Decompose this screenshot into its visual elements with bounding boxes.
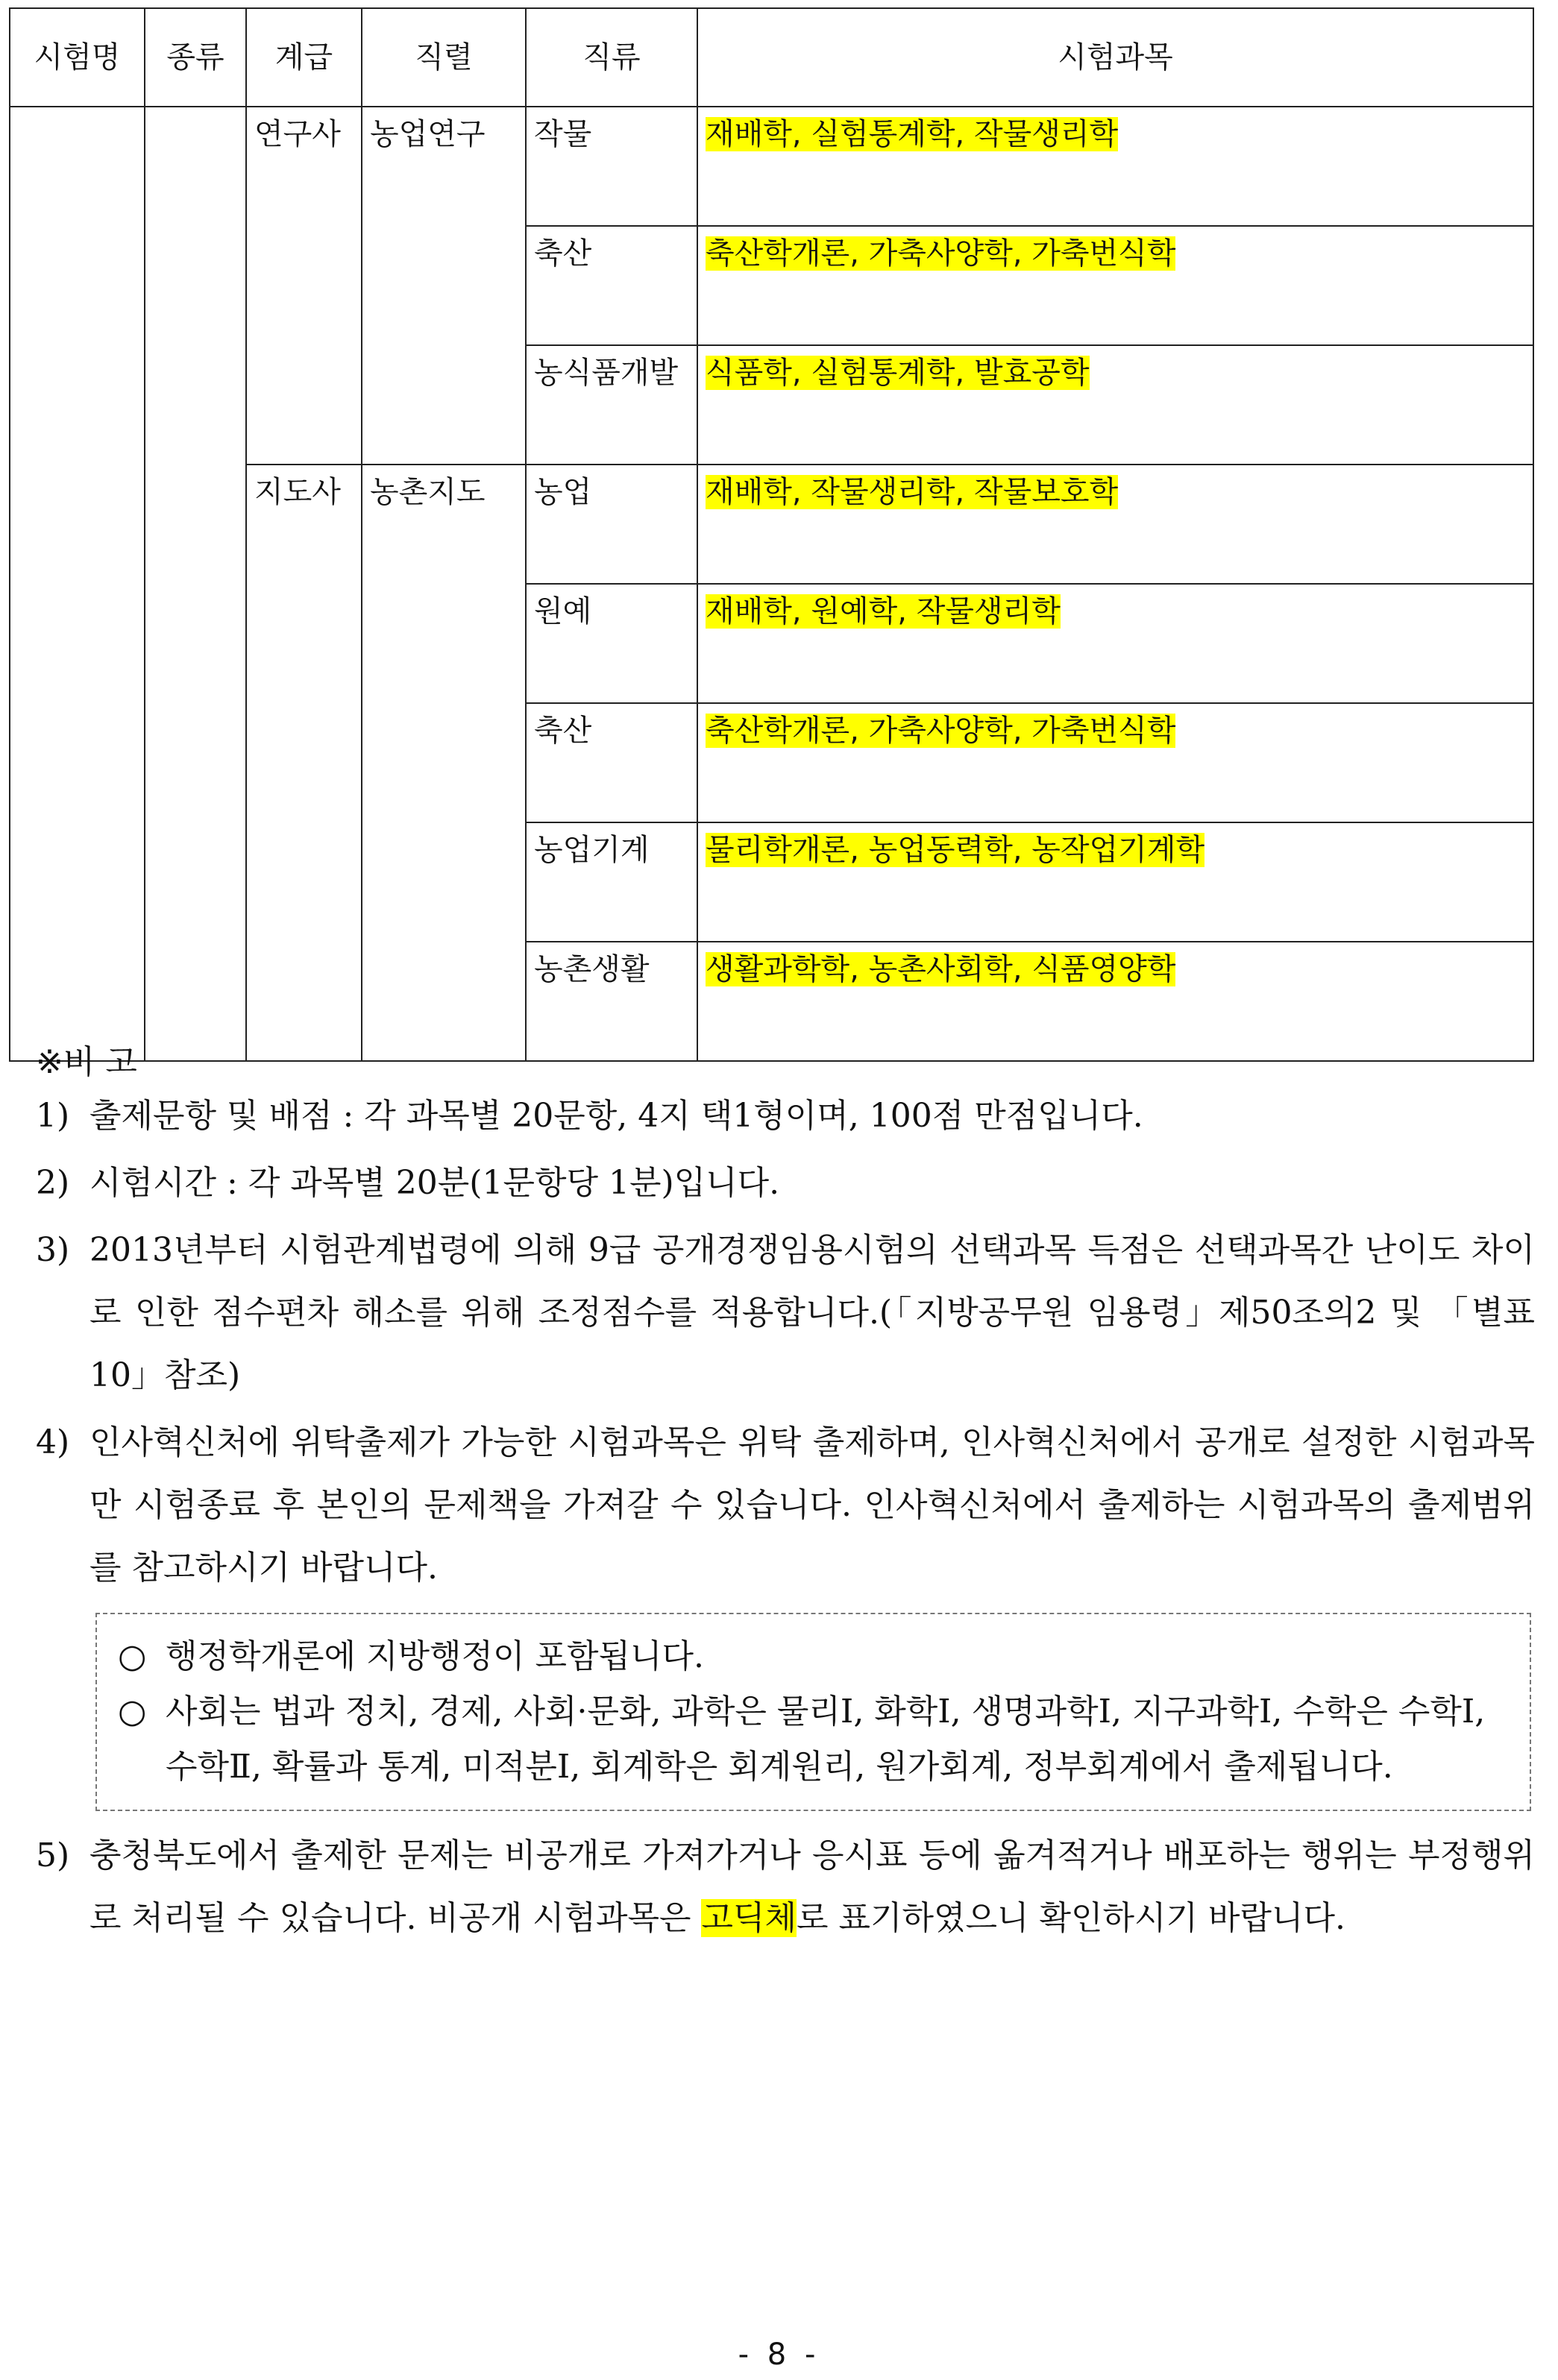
page-number: - 8 - [738,2338,820,2372]
subjects-cell: 재배학, 원예학, 작물생리학 [697,584,1533,703]
header-class: 직류 [526,8,697,107]
subjects-cell: 식품학, 실험통계학, 발효공학 [697,345,1533,465]
circle-bullet-icon: ○ [118,1693,147,1731]
header-exam-name: 시험명 [10,8,145,107]
subject-scope-box [95,1613,1531,1811]
note-item [36,1825,1535,1950]
box-bullet [118,1629,1512,1684]
subjects-cell: 재배학, 작물생리학, 작물보호학 [697,465,1533,584]
subjects-cell: 물리학개론, 농업동력학, 농작업기계학 [697,822,1533,942]
remarks-section [36,1040,1535,1950]
note-number: 3) [36,1231,70,1269]
box-bullet [118,1684,1512,1795]
class-cell: 농촌생활 [526,942,697,1061]
box-bullet-text: 행정학개론에 지방행정이 포함됩니다. [166,1637,705,1675]
subjects-cell: 생활과학학, 농촌사회학, 식품영양학 [697,942,1533,1061]
note-item [36,1411,1535,1599]
note-number: 4) [36,1423,70,1461]
class-cell: 원예 [526,584,697,703]
series-cell: 농촌지도 [362,465,526,1061]
class-cell: 농업 [526,465,697,584]
note-item [36,1219,1535,1407]
note-text: 출제문항 및 배점 : 각 과목별 20문항, 4지 택1형이며, 100점 만점입니다. [89,1097,1143,1135]
note-text: 인사혁신처에 위탁출제가 가능한 시험과목은 위탁 출제하며, 인사혁신처에서 공개로 설정한 시험과목만 시험종료 후 본인의 문제책을 가져갈 수 있습니다. 인사혁신처에서 출제하는 시험과목의 출제범위를 참고하시기 바랍니다. [89,1423,1535,1587]
exam-name-cell [10,107,145,1061]
grade-cell: 연구사 [246,107,362,465]
class-cell: 농업기계 [526,822,697,942]
grade-cell: 지도사 [246,465,362,1061]
gothic-highlight: 고딕체 [701,1899,797,1937]
remarks-title: ※비 고 [36,1043,137,1081]
circle-bullet-icon: ○ [118,1637,147,1675]
note-text: 2013년부터 시험관계법령에 의해 9급 공개경쟁임용시험의 선택과목 득점은 선택과목간 난이도 차이로 인한 점수편차 해소를 위해 조정점수를 적용합니다.(｢지방공무원 임용령｣ 제50조의2 및 「별표 10」참조) [89,1231,1535,1394]
note-item [36,1152,1535,1215]
note-number: 2) [36,1164,70,1202]
header-series: 직렬 [362,8,526,107]
table-header-row [10,8,1533,107]
class-cell: 작물 [526,107,697,226]
header-subjects: 시험과목 [697,8,1533,107]
note-text: 충청북도에서 출제한 문제는 비공개로 가져가거나 응시표 등에 옮겨적거나 배포하는 행위는 부정행위로 처리될 수 있습니다. 비공개 시험과목은 고딕체로 표기하였으니 확인하시기 바랍니다. [89,1836,1535,1937]
note-item [36,1085,1535,1148]
table-row [10,107,1533,226]
series-cell: 농업연구 [362,107,526,465]
exam-subject-table [9,7,1534,1062]
subjects-cell: 축산학개론, 가축사양학, 가축번식학 [697,226,1533,345]
note-text: 시험시간 : 각 과목별 20분(1문항당 1분)입니다. [89,1164,780,1202]
header-type: 종류 [145,8,246,107]
type-cell [145,107,246,1061]
class-cell: 축산 [526,703,697,822]
subjects-cell: 축산학개론, 가축사양학, 가축번식학 [697,703,1533,822]
box-bullet-text: 사회는 법과 정치, 경제, 사회·문화, 과학은 물리Ⅰ, 화학Ⅰ, 생명과학Ⅰ, 지구과학Ⅰ, 수학은 수학Ⅰ, 수학Ⅱ, 확률과 통계, 미적분Ⅰ, 회계학은 회계원리, 원가회계, 정부회계에서 출제됩니다. [166,1693,1486,1786]
note-number: 1) [36,1097,70,1135]
header-grade: 계급 [246,8,362,107]
class-cell: 농식품개발 [526,345,697,465]
subjects-cell: 재배학, 실험통계학, 작물생리학 [697,107,1533,226]
note-number: 5) [36,1836,70,1874]
class-cell: 축산 [526,226,697,345]
